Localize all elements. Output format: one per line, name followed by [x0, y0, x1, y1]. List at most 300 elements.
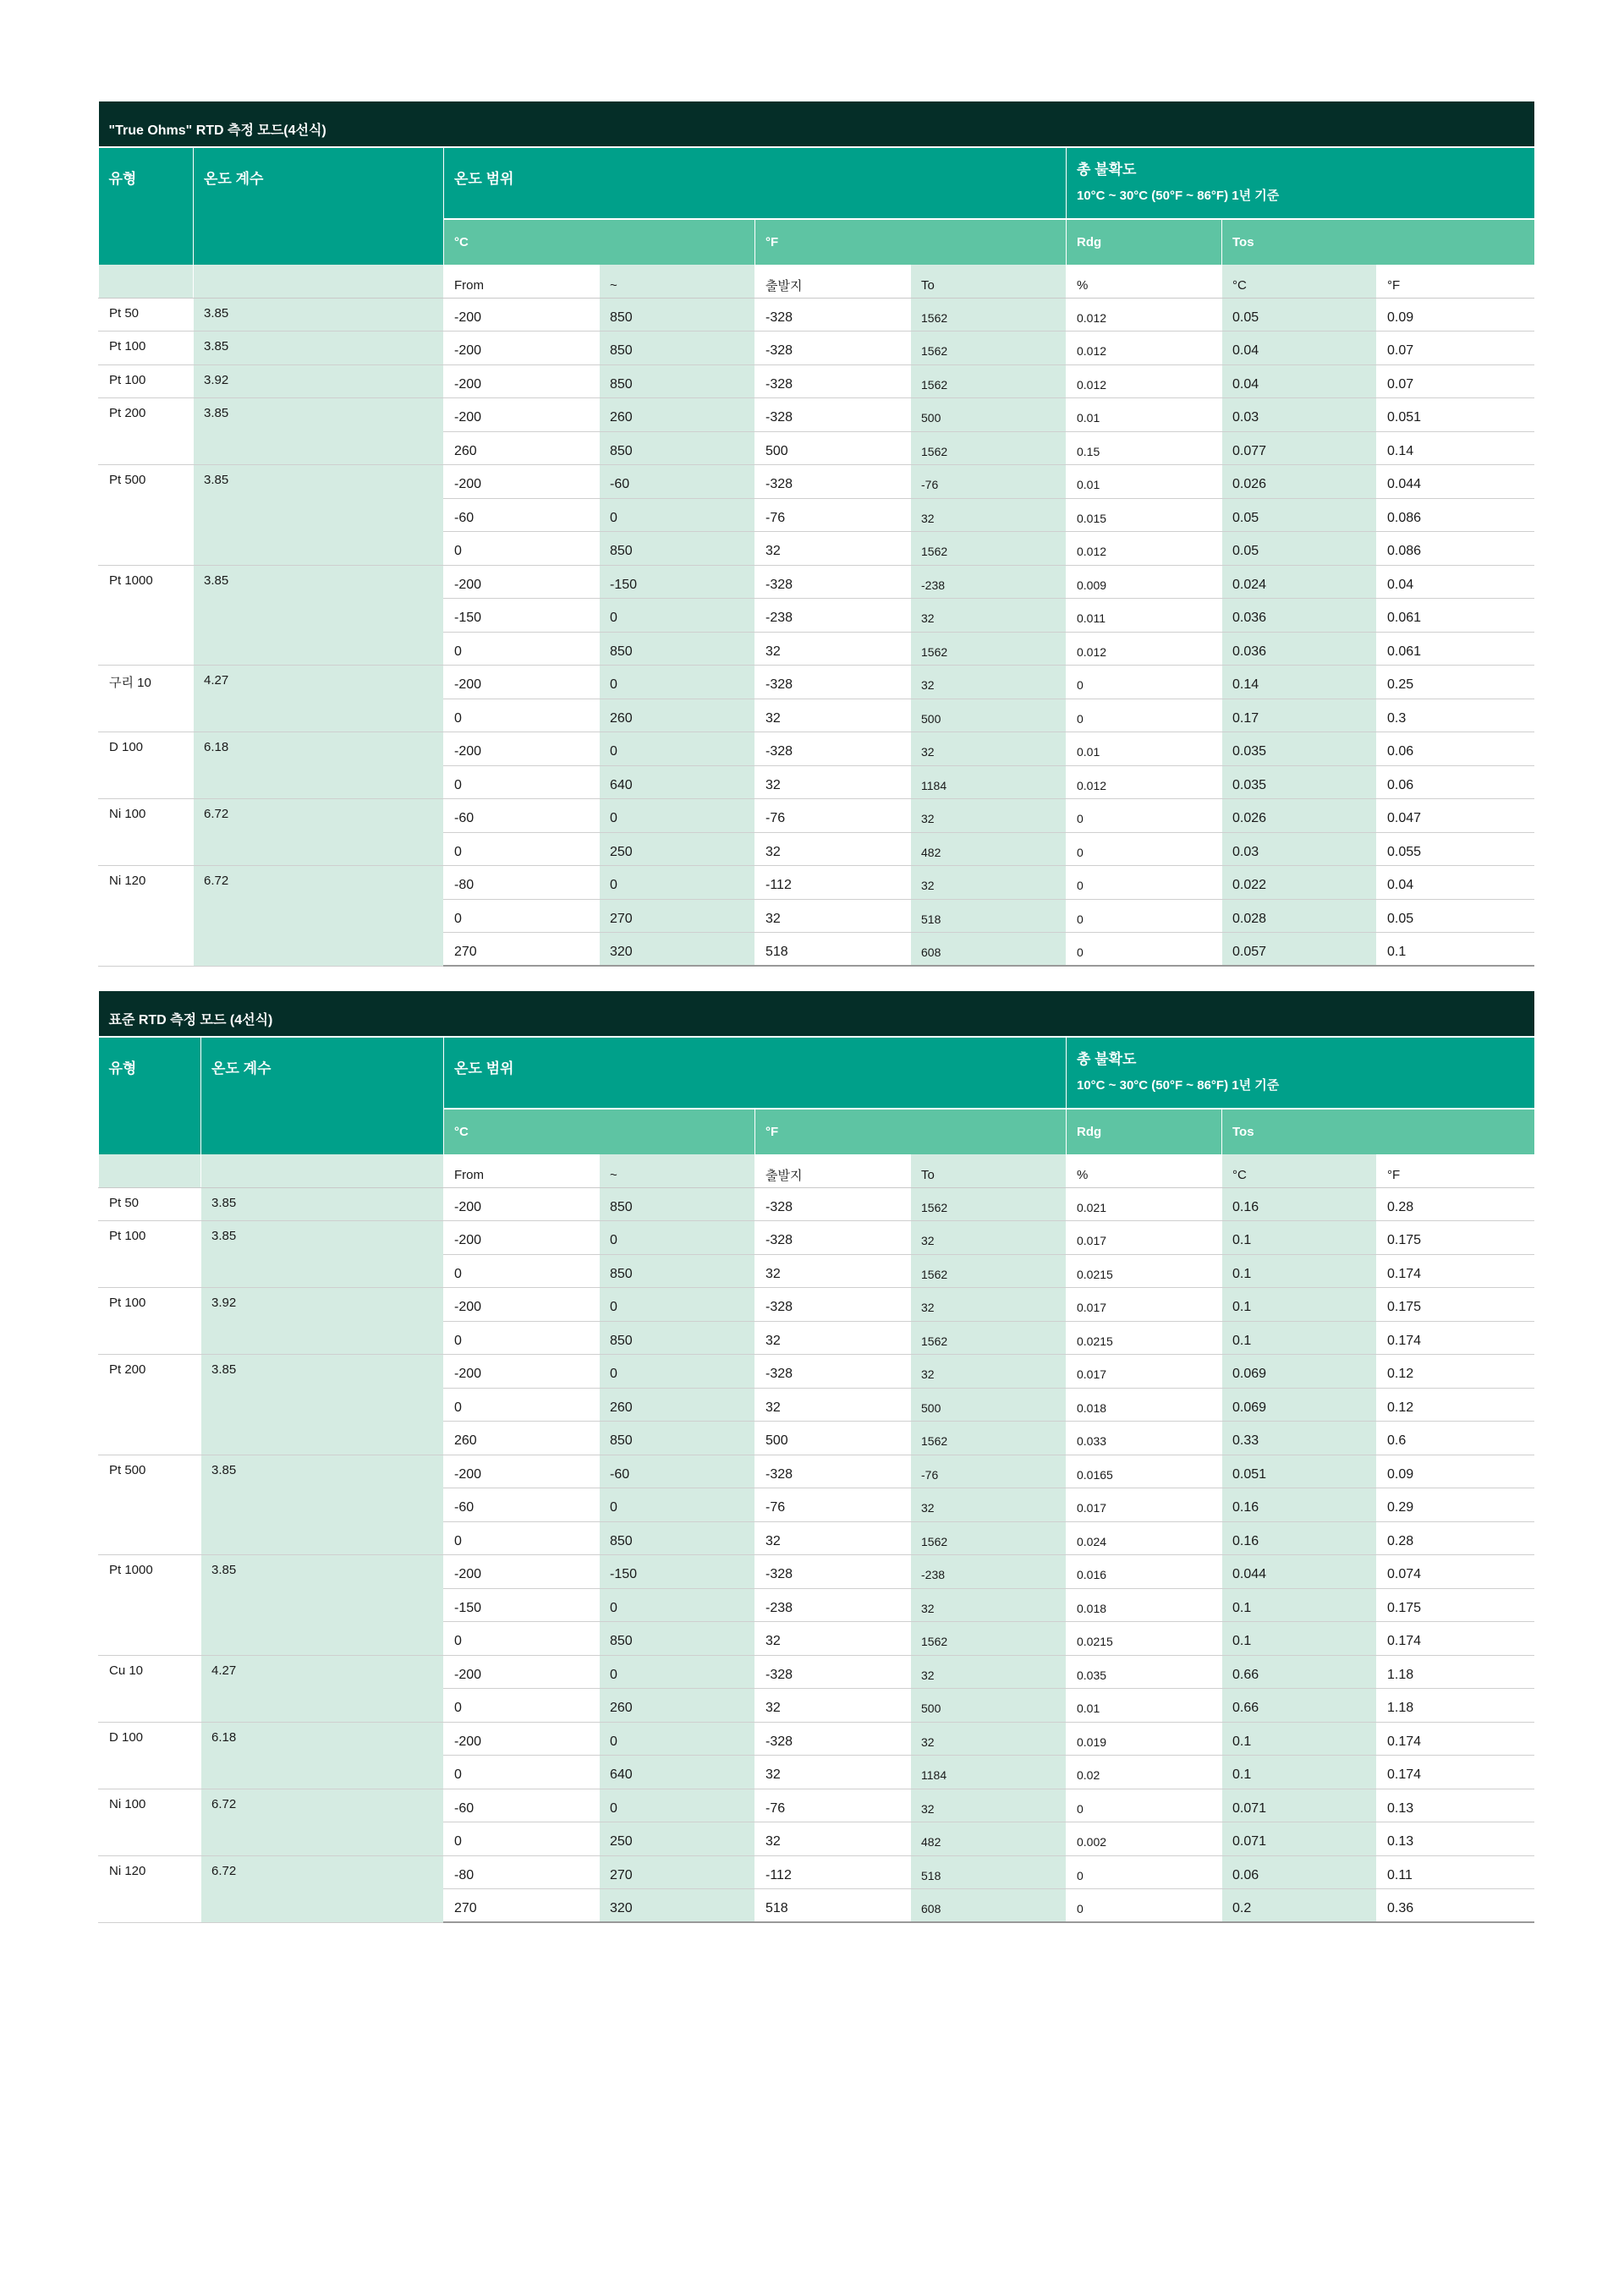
from-fahrenheit: -112 [755, 866, 911, 900]
to-fahrenheit: 608 [911, 933, 1067, 967]
table-row [99, 732, 1534, 766]
tos-fahrenheit: 0.06 [1377, 765, 1534, 799]
to-celsius: 260 [600, 398, 755, 432]
from-fahrenheit: 32 [755, 1254, 911, 1288]
to-celsius: 0 [600, 799, 755, 833]
from-fahrenheit: 32 [755, 1756, 911, 1789]
from-fahrenheit: -76 [755, 498, 911, 532]
tos-celsius: 0.071 [1222, 1789, 1377, 1822]
tos-fahrenheit: 0.174 [1377, 1756, 1534, 1789]
table-row [99, 1221, 1534, 1255]
uncertainty-subtitle: 10°C ~ 30°C (50°F ~ 86°F) 1년 기준 [1077, 1078, 1280, 1093]
rdg-percent: 0 [1067, 832, 1222, 866]
from-fahrenheit: 32 [755, 1388, 911, 1422]
from-fahrenheit: -328 [755, 398, 911, 432]
to-celsius: -60 [600, 465, 755, 499]
subheader-row [99, 1154, 1534, 1187]
from-celsius: -200 [444, 1655, 600, 1689]
subheader-percent: % [1067, 1154, 1222, 1187]
from-celsius: -200 [444, 1355, 600, 1389]
rtd-type: Pt 200 [99, 398, 194, 465]
from-celsius: 260 [444, 431, 600, 465]
table-row [99, 398, 1534, 432]
tos-celsius: 0.071 [1222, 1822, 1377, 1856]
to-fahrenheit: 32 [911, 498, 1067, 532]
tos-celsius: 0.05 [1222, 298, 1377, 332]
tos-celsius: 0.057 [1222, 933, 1377, 967]
to-fahrenheit: 1562 [911, 364, 1067, 398]
to-fahrenheit: 32 [911, 1655, 1067, 1689]
temp-coefficient: 3.85 [201, 1221, 444, 1288]
rtd-type: Pt 200 [99, 1355, 201, 1455]
from-fahrenheit: 32 [755, 632, 911, 666]
tos-fahrenheit: 0.13 [1377, 1789, 1534, 1822]
to-fahrenheit: 1562 [911, 1321, 1067, 1355]
rdg-percent: 0 [1067, 799, 1222, 833]
rdg-percent: 0.0215 [1067, 1622, 1222, 1656]
rtd-type: Cu 10 [99, 1655, 201, 1722]
rdg-percent: 0.035 [1067, 1655, 1222, 1689]
from-fahrenheit: -238 [755, 1588, 911, 1622]
to-celsius: 850 [600, 532, 755, 566]
from-fahrenheit: -76 [755, 1488, 911, 1522]
true-ohms-rtd-table [98, 101, 1533, 967]
rdg-percent: 0.012 [1067, 532, 1222, 566]
from-fahrenheit: -328 [755, 1187, 911, 1221]
rdg-percent: 0.021 [1067, 1187, 1222, 1221]
from-celsius: 0 [444, 1521, 600, 1555]
to-celsius: 850 [600, 1422, 755, 1455]
from-celsius: -200 [444, 332, 600, 365]
from-celsius: 270 [444, 1889, 600, 1923]
from-celsius: -60 [444, 498, 600, 532]
to-fahrenheit: 1562 [911, 1422, 1067, 1455]
to-fahrenheit: 32 [911, 1488, 1067, 1522]
to-celsius: 0 [600, 866, 755, 900]
temp-coefficient: 3.85 [194, 565, 444, 666]
from-celsius: -200 [444, 465, 600, 499]
header-celsius: °C [444, 1109, 755, 1154]
temp-coefficient: 6.72 [201, 1789, 444, 1855]
rdg-percent: 0.033 [1067, 1422, 1222, 1455]
from-celsius: -200 [444, 666, 600, 699]
table-title-row [99, 991, 1534, 1037]
to-fahrenheit: 32 [911, 866, 1067, 900]
to-fahrenheit: 32 [911, 1588, 1067, 1622]
spec-table [98, 991, 1534, 1923]
from-fahrenheit: -112 [755, 1855, 911, 1889]
table-row [99, 866, 1534, 900]
header-rdg: Rdg [1067, 219, 1222, 265]
subheader-percent: % [1067, 265, 1222, 298]
to-fahrenheit: -76 [911, 465, 1067, 499]
from-celsius: -200 [444, 1722, 600, 1756]
from-celsius: -200 [444, 1288, 600, 1322]
tos-fahrenheit: 0.061 [1377, 599, 1534, 633]
to-fahrenheit: 518 [911, 899, 1067, 933]
rdg-percent: 0 [1067, 899, 1222, 933]
to-celsius: -150 [600, 1555, 755, 1589]
to-fahrenheit: 500 [911, 699, 1067, 732]
standard-rtd-table [98, 991, 1533, 1923]
to-fahrenheit: 32 [911, 1789, 1067, 1822]
rdg-percent: 0.018 [1067, 1388, 1222, 1422]
from-celsius: -60 [444, 1789, 600, 1822]
from-fahrenheit: -328 [755, 364, 911, 398]
tos-celsius: 0.022 [1222, 866, 1377, 900]
rtd-type: Pt 500 [99, 465, 194, 566]
to-fahrenheit: 1562 [911, 1521, 1067, 1555]
rdg-percent: 0.01 [1067, 465, 1222, 499]
temp-coefficient: 3.85 [194, 332, 444, 365]
header-fahrenheit: °F [755, 1109, 1067, 1154]
tos-fahrenheit: 0.175 [1377, 1288, 1534, 1322]
subheader-tos-fahrenheit: °F [1377, 1154, 1534, 1187]
tos-celsius: 0.66 [1222, 1655, 1377, 1689]
to-fahrenheit: 482 [911, 1822, 1067, 1856]
tos-celsius: 0.1 [1222, 1254, 1377, 1288]
to-fahrenheit: 32 [911, 1722, 1067, 1756]
rtd-type: Pt 1000 [99, 1555, 201, 1656]
table-row [99, 332, 1534, 365]
to-celsius: 260 [600, 699, 755, 732]
from-fahrenheit: -328 [755, 465, 911, 499]
tos-celsius: 0.05 [1222, 498, 1377, 532]
to-celsius: 640 [600, 765, 755, 799]
to-celsius: 850 [600, 298, 755, 332]
temp-coefficient: 3.85 [201, 1555, 444, 1656]
table-row [99, 799, 1534, 833]
table-row [99, 364, 1534, 398]
table-row [99, 1655, 1534, 1689]
tos-fahrenheit: 0.086 [1377, 532, 1534, 566]
table-title: "True Ohms" RTD 측정 모드(4선식) [99, 101, 1534, 147]
header-uncertainty [1067, 1037, 1534, 1109]
header-row [99, 1037, 1534, 1109]
to-celsius: 850 [600, 1321, 755, 1355]
tos-celsius: 0.044 [1222, 1555, 1377, 1589]
tos-fahrenheit: 0.07 [1377, 332, 1534, 365]
tos-fahrenheit: 1.18 [1377, 1689, 1534, 1723]
table-row [99, 1555, 1534, 1589]
header-coef: 온도 계수 [194, 147, 444, 265]
from-fahrenheit: 32 [755, 765, 911, 799]
rtd-type: Pt 50 [99, 298, 194, 332]
tos-fahrenheit: 0.28 [1377, 1187, 1534, 1221]
rdg-percent: 0.01 [1067, 398, 1222, 432]
to-celsius: 850 [600, 1521, 755, 1555]
tos-fahrenheit: 0.061 [1377, 632, 1534, 666]
from-celsius: 0 [444, 699, 600, 732]
from-celsius: 0 [444, 1689, 600, 1723]
tos-fahrenheit: 0.074 [1377, 1555, 1534, 1589]
from-fahrenheit: -328 [755, 1655, 911, 1689]
header-celsius: °C [444, 219, 755, 265]
from-celsius: 0 [444, 765, 600, 799]
tos-celsius: 0.04 [1222, 332, 1377, 365]
from-celsius: -200 [444, 364, 600, 398]
rdg-percent: 0.02 [1067, 1756, 1222, 1789]
tos-fahrenheit: 0.09 [1377, 1455, 1534, 1488]
temp-coefficient: 3.92 [194, 364, 444, 398]
to-fahrenheit: 1184 [911, 765, 1067, 799]
table-row [99, 666, 1534, 699]
tos-celsius: 0.036 [1222, 632, 1377, 666]
tos-fahrenheit: 0.13 [1377, 1822, 1534, 1856]
rdg-percent: 0.019 [1067, 1722, 1222, 1756]
from-celsius: -200 [444, 1455, 600, 1488]
from-fahrenheit: -328 [755, 1555, 911, 1589]
rtd-type: Pt 100 [99, 332, 194, 365]
tos-celsius: 0.077 [1222, 431, 1377, 465]
from-celsius: -80 [444, 1855, 600, 1889]
table-row [99, 1789, 1534, 1822]
tos-celsius: 0.1 [1222, 1756, 1377, 1789]
to-fahrenheit: -238 [911, 1555, 1067, 1589]
to-fahrenheit: 32 [911, 799, 1067, 833]
from-fahrenheit: -328 [755, 666, 911, 699]
from-celsius: -150 [444, 599, 600, 633]
rtd-type: Pt 50 [99, 1187, 201, 1221]
to-celsius: 850 [600, 431, 755, 465]
header-fahrenheit: °F [755, 219, 1067, 265]
to-celsius: 0 [600, 498, 755, 532]
tos-celsius: 0.035 [1222, 765, 1377, 799]
rdg-percent: 0.01 [1067, 1689, 1222, 1723]
table-row [99, 1722, 1534, 1756]
from-fahrenheit: -328 [755, 732, 911, 766]
from-celsius: 0 [444, 899, 600, 933]
subheader-tilde: ~ [600, 265, 755, 298]
from-celsius: 0 [444, 1756, 600, 1789]
from-fahrenheit: -238 [755, 599, 911, 633]
table-title-row [99, 101, 1534, 147]
tos-celsius: 0.069 [1222, 1355, 1377, 1389]
to-fahrenheit: 32 [911, 1221, 1067, 1255]
tos-celsius: 0.036 [1222, 599, 1377, 633]
temp-coefficient: 6.72 [194, 866, 444, 967]
from-celsius: 0 [444, 1321, 600, 1355]
rtd-type: D 100 [99, 1722, 201, 1789]
rdg-percent: 0.012 [1067, 765, 1222, 799]
tos-celsius: 0.05 [1222, 532, 1377, 566]
to-celsius: 260 [600, 1388, 755, 1422]
rdg-percent: 0.012 [1067, 632, 1222, 666]
rdg-percent: 0.0165 [1067, 1455, 1222, 1488]
temp-coefficient: 6.72 [194, 799, 444, 866]
to-celsius: -60 [600, 1455, 755, 1488]
rtd-type: Pt 100 [99, 1288, 201, 1355]
table-row [99, 1855, 1534, 1889]
uncertainty-subtitle: 10°C ~ 30°C (50°F ~ 86°F) 1년 기준 [1077, 189, 1280, 203]
temp-coefficient: 3.85 [194, 465, 444, 566]
header-range: 온도 범위 [444, 1037, 1067, 1109]
from-fahrenheit: -328 [755, 332, 911, 365]
to-celsius: 850 [600, 1254, 755, 1288]
from-fahrenheit: 32 [755, 1321, 911, 1355]
to-fahrenheit: 518 [911, 1855, 1067, 1889]
from-fahrenheit: -328 [755, 1355, 911, 1389]
rdg-percent: 0 [1067, 1789, 1222, 1822]
to-fahrenheit: 608 [911, 1889, 1067, 1923]
tos-celsius: 0.1 [1222, 1622, 1377, 1656]
from-celsius: 270 [444, 933, 600, 967]
to-celsius: -150 [600, 565, 755, 599]
subheader-tos-fahrenheit: °F [1377, 265, 1534, 298]
from-fahrenheit: 500 [755, 1422, 911, 1455]
rdg-percent: 0 [1067, 866, 1222, 900]
from-celsius: -60 [444, 799, 600, 833]
tos-fahrenheit: 0.3 [1377, 699, 1534, 732]
spec-table [98, 101, 1534, 967]
rdg-percent: 0.0215 [1067, 1254, 1222, 1288]
rtd-type: 구리 10 [99, 666, 194, 732]
tos-fahrenheit: 0.29 [1377, 1488, 1534, 1522]
tos-fahrenheit: 0.044 [1377, 465, 1534, 499]
tos-fahrenheit: 0.1 [1377, 933, 1534, 967]
tos-celsius: 0.1 [1222, 1221, 1377, 1255]
rdg-percent: 0.017 [1067, 1221, 1222, 1255]
table-row [99, 1355, 1534, 1389]
tos-fahrenheit: 1.18 [1377, 1655, 1534, 1689]
rdg-percent: 0.01 [1067, 732, 1222, 766]
subheader-to: To [911, 1154, 1067, 1187]
from-fahrenheit: -328 [755, 1221, 911, 1255]
header-tos: Tos [1222, 1109, 1534, 1154]
rtd-type: Ni 120 [99, 866, 194, 967]
uncertainty-title: 총 불확도 [1077, 1051, 1137, 1067]
to-celsius: 0 [600, 1789, 755, 1822]
to-fahrenheit: 1562 [911, 1622, 1067, 1656]
from-celsius: 0 [444, 632, 600, 666]
subheader-start: 출발지 [755, 265, 911, 298]
tos-celsius: 0.028 [1222, 899, 1377, 933]
to-fahrenheit: 500 [911, 1388, 1067, 1422]
from-celsius: 0 [444, 832, 600, 866]
tos-fahrenheit: 0.047 [1377, 799, 1534, 833]
tos-fahrenheit: 0.12 [1377, 1388, 1534, 1422]
from-fahrenheit: 518 [755, 1889, 911, 1923]
rdg-percent: 0.0215 [1067, 1321, 1222, 1355]
from-celsius: 0 [444, 1254, 600, 1288]
from-celsius: 0 [444, 1822, 600, 1856]
from-fahrenheit: 32 [755, 899, 911, 933]
tos-celsius: 0.026 [1222, 465, 1377, 499]
header-uncertainty [1067, 147, 1534, 219]
rtd-type: Ni 100 [99, 1789, 201, 1855]
from-fahrenheit: -328 [755, 1288, 911, 1322]
tos-celsius: 0.1 [1222, 1722, 1377, 1756]
from-fahrenheit: 32 [755, 1622, 911, 1656]
to-fahrenheit: 1562 [911, 431, 1067, 465]
temp-coefficient: 3.85 [201, 1355, 444, 1455]
tos-fahrenheit: 0.07 [1377, 364, 1534, 398]
temp-coefficient: 4.27 [194, 666, 444, 732]
tos-celsius: 0.024 [1222, 565, 1377, 599]
rdg-percent: 0.017 [1067, 1488, 1222, 1522]
to-celsius: 850 [600, 1622, 755, 1656]
table-title: 표준 RTD 측정 모드 (4선식) [99, 991, 1534, 1037]
to-celsius: 850 [600, 332, 755, 365]
tos-celsius: 0.03 [1222, 832, 1377, 866]
to-fahrenheit: 1562 [911, 298, 1067, 332]
tos-fahrenheit: 0.28 [1377, 1521, 1534, 1555]
rtd-type: Pt 500 [99, 1455, 201, 1555]
from-fahrenheit: -328 [755, 298, 911, 332]
from-fahrenheit: 32 [755, 1689, 911, 1723]
to-fahrenheit: -238 [911, 565, 1067, 599]
header-tos: Tos [1222, 219, 1534, 265]
from-fahrenheit: 32 [755, 1822, 911, 1856]
to-fahrenheit: 1562 [911, 532, 1067, 566]
rdg-percent: 0.012 [1067, 298, 1222, 332]
from-fahrenheit: 32 [755, 532, 911, 566]
temp-coefficient: 4.27 [201, 1655, 444, 1722]
table-row [99, 1288, 1534, 1322]
from-celsius: 0 [444, 1388, 600, 1422]
to-fahrenheit: 32 [911, 599, 1067, 633]
from-celsius: -200 [444, 732, 600, 766]
from-fahrenheit: 500 [755, 431, 911, 465]
from-celsius: -200 [444, 565, 600, 599]
header-coef: 온도 계수 [201, 1037, 444, 1154]
temp-coefficient: 6.18 [194, 732, 444, 799]
rdg-percent: 0.018 [1067, 1588, 1222, 1622]
to-celsius: 0 [600, 1588, 755, 1622]
tos-fahrenheit: 0.09 [1377, 298, 1534, 332]
subheader-from: From [444, 265, 600, 298]
table-row [99, 565, 1534, 599]
to-fahrenheit: 500 [911, 398, 1067, 432]
tos-fahrenheit: 0.05 [1377, 899, 1534, 933]
to-celsius: 320 [600, 933, 755, 967]
to-celsius: 0 [600, 599, 755, 633]
tos-fahrenheit: 0.04 [1377, 565, 1534, 599]
tos-fahrenheit: 0.6 [1377, 1422, 1534, 1455]
from-celsius: -200 [444, 298, 600, 332]
tos-celsius: 0.06 [1222, 1855, 1377, 1889]
tos-celsius: 0.66 [1222, 1689, 1377, 1723]
rdg-percent: 0.15 [1067, 431, 1222, 465]
to-celsius: 250 [600, 832, 755, 866]
from-celsius: -80 [444, 866, 600, 900]
table-row [99, 1455, 1534, 1488]
rdg-percent: 0.009 [1067, 565, 1222, 599]
to-celsius: 320 [600, 1889, 755, 1923]
header-row [99, 147, 1534, 219]
from-fahrenheit: 32 [755, 832, 911, 866]
temp-coefficient: 3.85 [194, 298, 444, 332]
to-fahrenheit: -76 [911, 1455, 1067, 1488]
header-range: 온도 범위 [444, 147, 1067, 219]
to-fahrenheit: 32 [911, 1288, 1067, 1322]
tos-celsius: 0.17 [1222, 699, 1377, 732]
to-celsius: 0 [600, 1488, 755, 1522]
from-celsius: -200 [444, 398, 600, 432]
rtd-type: Ni 100 [99, 799, 194, 866]
from-fahrenheit: -328 [755, 1455, 911, 1488]
rdg-percent: 0.012 [1067, 332, 1222, 365]
from-celsius: 0 [444, 532, 600, 566]
rdg-percent: 0.002 [1067, 1822, 1222, 1856]
to-fahrenheit: 1562 [911, 1187, 1067, 1221]
tos-fahrenheit: 0.174 [1377, 1321, 1534, 1355]
rdg-percent: 0 [1067, 933, 1222, 967]
from-celsius: -200 [444, 1221, 600, 1255]
from-fahrenheit: -76 [755, 799, 911, 833]
rdg-percent: 0.017 [1067, 1355, 1222, 1389]
rtd-type: Pt 1000 [99, 565, 194, 666]
